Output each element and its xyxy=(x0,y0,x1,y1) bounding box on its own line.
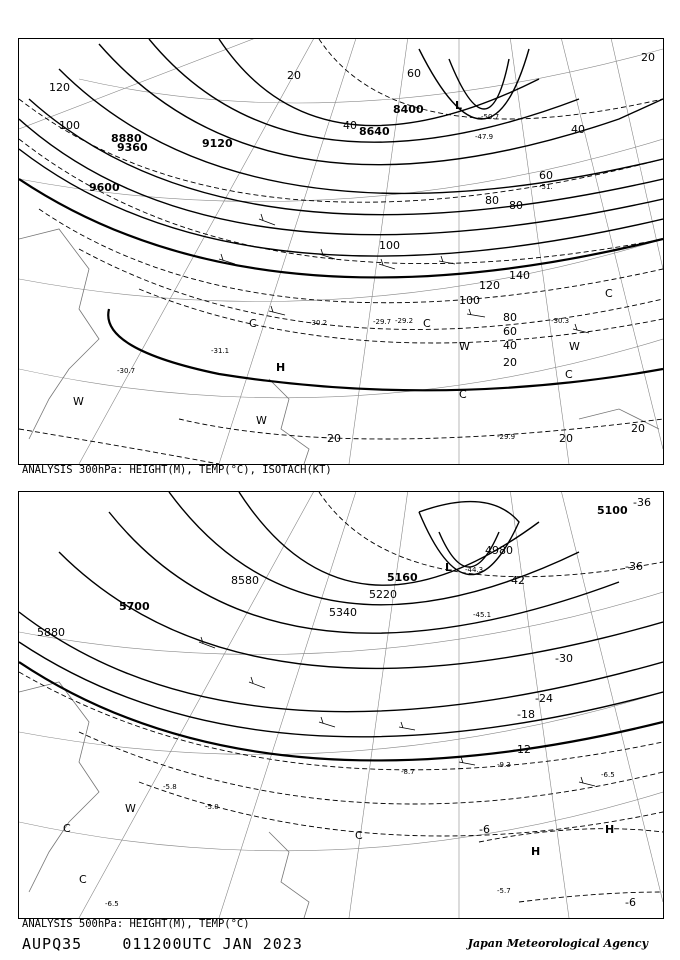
temp-contour-label: -6 xyxy=(479,823,490,836)
isotach-label: 40 xyxy=(571,123,585,136)
cold-marker: C xyxy=(459,388,467,401)
cold-marker: C xyxy=(605,287,613,300)
graticule xyxy=(19,39,663,464)
station-label: -5.7 xyxy=(497,887,511,895)
temp-label: -51. xyxy=(539,183,553,191)
isotherms xyxy=(19,39,663,464)
isotach-label: 20 xyxy=(631,422,645,435)
isotach-label: 100 xyxy=(459,294,480,307)
temp-label: -31.1 xyxy=(211,347,230,355)
station-label: -5.0 xyxy=(205,803,219,811)
temp-label: -47.9 xyxy=(475,133,494,141)
isotach-label: 80 xyxy=(503,311,517,324)
station-label: -6.5 xyxy=(105,900,119,908)
warm-marker: W xyxy=(73,395,84,408)
temp-label: -30.7 xyxy=(117,367,136,375)
isotach-label: 20 xyxy=(503,356,517,369)
temp-contour-label: -24 xyxy=(535,692,553,705)
height-label: 5220 xyxy=(369,588,397,601)
wind-barbs xyxy=(199,637,595,786)
cold-marker: C xyxy=(63,822,71,835)
wind-barbs xyxy=(219,214,589,333)
temp-contour-label: -30 xyxy=(555,652,573,665)
isotach-label: 20 xyxy=(327,432,341,445)
isotach-label: 60 xyxy=(503,325,517,338)
temp-label: -29.9 xyxy=(497,433,516,441)
isotach-label: 60 xyxy=(539,169,553,182)
isotach-label: 100 xyxy=(379,239,400,252)
warm-marker: W xyxy=(459,340,470,353)
height-label: 8580 xyxy=(231,574,259,587)
chart-id-footer xyxy=(22,935,303,953)
map-500hpa-canvas xyxy=(19,492,663,918)
isotach-label: 120 xyxy=(479,279,500,292)
height-label: 5160 xyxy=(387,571,418,584)
temp-contour-label: -36 xyxy=(625,560,643,573)
warm-marker: W xyxy=(125,802,136,815)
temp-contour-label: -18 xyxy=(517,708,535,721)
height-label: 5100 xyxy=(597,504,628,517)
cold-marker: C xyxy=(249,317,257,330)
height-label: 8640 xyxy=(359,125,390,138)
temp-contour-label: -42 xyxy=(507,574,525,587)
temp-label: -29.2 xyxy=(395,317,414,325)
isotach-label: 80 xyxy=(485,194,499,207)
height-label: 5880 xyxy=(37,626,65,639)
isotach-label: 20 xyxy=(641,51,655,64)
coastline xyxy=(19,229,659,464)
agency-label: Japan Meteorological Agency xyxy=(467,937,648,950)
height-label: 9120 xyxy=(202,137,233,150)
station-label: -8.7 xyxy=(401,768,415,776)
caption-300hpa: ANALYSIS 300hPa: HEIGHT(M), TEMP(°C), ISOTACH(KT) xyxy=(22,464,332,476)
temp-contour-label: -12 xyxy=(513,743,531,756)
isotach-label: 20 xyxy=(559,432,573,445)
cold-marker: C xyxy=(565,368,573,381)
low-marker: L xyxy=(455,99,463,112)
cold-marker: C xyxy=(423,317,431,330)
isotach-label: 20 xyxy=(287,69,301,82)
isotach-label: 40 xyxy=(343,119,357,132)
height-label: 8400 xyxy=(393,103,424,116)
station-label: -5.8 xyxy=(163,783,177,791)
temp-label: -30.2 xyxy=(309,319,328,327)
isotach-label: 120 xyxy=(49,81,70,94)
isotach-label: 80 xyxy=(509,199,523,212)
temp-contour-label: -6 xyxy=(625,896,636,909)
height-label: 5340 xyxy=(329,606,357,619)
map-300hpa-canvas xyxy=(19,39,663,464)
coastline xyxy=(19,682,309,918)
height-label: 5700 xyxy=(119,600,150,613)
map-300hpa xyxy=(18,38,664,465)
height-contours xyxy=(19,492,663,760)
temp-label: -50.7 xyxy=(481,113,500,121)
timestamp: 011200UTC JAN 2023 xyxy=(122,935,303,953)
height-label: 9360 xyxy=(117,141,148,154)
isotherms xyxy=(19,492,663,902)
warm-marker: W xyxy=(256,414,267,427)
station-label: -6.5 xyxy=(601,771,615,779)
isotach-label: 140 xyxy=(509,269,530,282)
high-marker: H xyxy=(531,845,541,858)
cold-marker: C xyxy=(79,873,87,886)
station-label: -44.3 xyxy=(465,566,484,574)
isotach-label: 100 xyxy=(59,119,80,132)
temp-label: -29.7 xyxy=(373,318,392,326)
caption-500hpa: ANALYSIS 500hPa: HEIGHT(M), TEMP(°C) xyxy=(22,918,250,930)
isotach-label: 40 xyxy=(503,339,517,352)
station-label: -9.3 xyxy=(497,761,511,769)
high-marker: H xyxy=(605,823,615,836)
height-label: 8880 xyxy=(111,132,142,145)
cold-marker: C xyxy=(355,829,363,842)
temp-contour-label: -36 xyxy=(633,496,651,509)
station-label: -45.1 xyxy=(473,611,492,619)
chart-id: AUPQ35 xyxy=(22,935,83,953)
height-label: 9600 xyxy=(89,181,120,194)
isotach-label: 60 xyxy=(407,67,421,80)
map-500hpa xyxy=(18,491,664,919)
graticule xyxy=(19,492,663,918)
high-marker: H xyxy=(276,361,286,374)
temp-label: -30.3 xyxy=(551,317,570,325)
height-label: 4980 xyxy=(485,544,513,557)
warm-marker: W xyxy=(569,340,580,353)
low-marker: L xyxy=(445,561,453,574)
